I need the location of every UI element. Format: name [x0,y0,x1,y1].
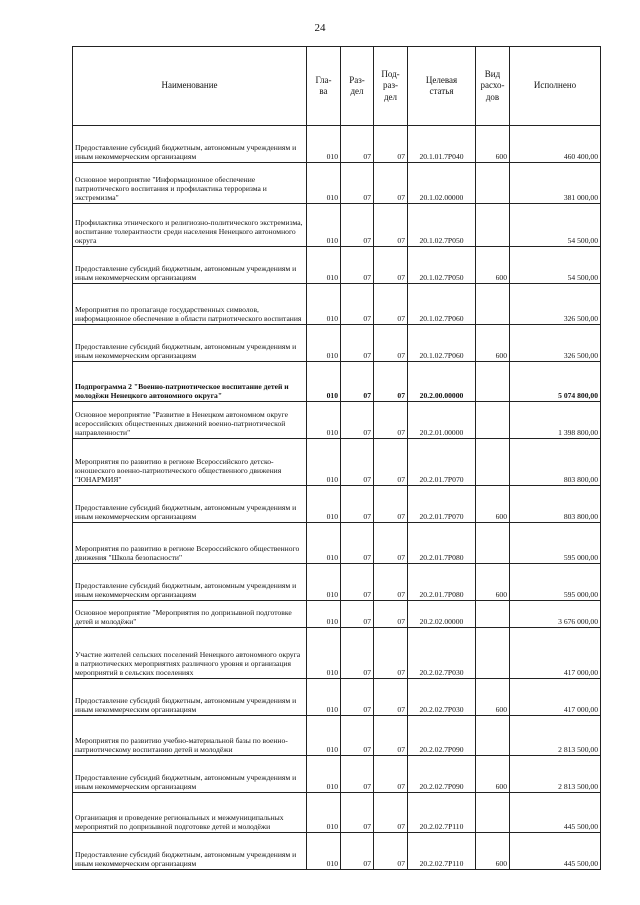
row-expense-type-cell: 600 [476,325,510,362]
row-name-cell: Подпрограмма 2 "Военно-патриотическое воспитание детей и молодёжи Ненецкого автономного округа" [73,362,307,402]
row-target-cell: 20.2.01.7Р080 [408,523,476,564]
row-chapter-cell: 010 [307,439,341,486]
row-subsection-cell: 07 [374,833,408,870]
row-name-cell: Предоставление субсидий бюджетным, автономным учреждениям и иным некоммерческим организациям [73,486,307,523]
row-expense-type-cell [476,601,510,628]
header-chapter-line: ва [319,86,328,96]
row-section-cell: 07 [341,486,374,523]
row-section-cell: 07 [341,793,374,833]
row-chapter-cell: 010 [307,247,341,284]
row-amount-cell: 326 500,00 [510,284,601,325]
row-expense-type-cell: 600 [476,486,510,523]
row-name-cell: Предоставление субсидий бюджетным, автономным учреждениям и иным некоммерческим организациям [73,126,307,163]
row-amount-cell: 803 800,00 [510,439,601,486]
row-subsection-cell: 07 [374,126,408,163]
row-section-cell: 07 [341,564,374,601]
row-amount-cell: 417 000,00 [510,628,601,679]
table-row [73,247,601,284]
row-subsection-cell: 07 [374,793,408,833]
table-row [73,679,601,716]
row-name-cell: Мероприятия по пропаганде государственных символов, информационное обеспечение в области патриотического воспитания [73,284,307,325]
row-name-cell: Предоставление субсидий бюджетным, автономным учреждениям и иным некоммерческим организациям [73,564,307,601]
row-target-cell: 20.1.02.7Р050 [408,204,476,247]
row-amount-cell: 3 676 000,00 [510,601,601,628]
row-target-cell: 20.2.01.00000 [408,402,476,439]
header-expense-type [476,47,510,126]
header-expense-type-line: расхо- [480,80,505,91]
row-subsection-cell: 07 [374,362,408,402]
row-amount-cell: 595 000,00 [510,523,601,564]
table-row [73,486,601,523]
row-subsection-cell: 07 [374,564,408,601]
table-row [73,833,601,870]
page-number: 24 [314,22,326,34]
row-expense-type-cell [476,523,510,564]
row-chapter-cell: 010 [307,325,341,362]
row-chapter-cell: 010 [307,833,341,870]
table-row [73,523,601,564]
row-chapter-cell: 010 [307,204,341,247]
header-subsection-line: Под- [381,69,400,80]
row-subsection-cell: 07 [374,439,408,486]
header-section-line: Раз- [349,74,365,85]
header-section [341,47,374,126]
row-name-cell: Основное мероприятие "Мероприятия по допризывной подготовке детей и молодёжи" [73,601,307,628]
header-target-line: Целевая [425,74,458,85]
row-target-cell: 20.1.02.00000 [408,163,476,204]
row-name-cell: Предоставление субсидий бюджетным, автономным учреждениям и иным некоммерческим организациям [73,756,307,793]
row-amount-cell: 460 400,00 [510,126,601,163]
row-chapter-cell: 010 [307,284,341,325]
header-expense-type-line: Вид [484,69,501,80]
row-section-cell: 07 [341,523,374,564]
row-section-cell: 07 [341,247,374,284]
table-row [73,793,601,833]
row-section-cell: 07 [341,628,374,679]
row-name-cell: Профилактика этнического и религиозно-политического экстремизма, воспитание толерантности среди населения Ненецкого автономного округа [73,204,307,247]
row-expense-type-cell: 600 [476,756,510,793]
row-chapter-cell: 010 [307,486,341,523]
row-name-cell: Предоставление субсидий бюджетным, автономным учреждениям и иным некоммерческим организациям [73,247,307,284]
row-amount-cell: 417 000,00 [510,679,601,716]
row-chapter-cell: 010 [307,716,341,756]
row-section-cell: 07 [341,716,374,756]
row-expense-type-cell [476,793,510,833]
row-section-cell: 07 [341,601,374,628]
table-header-row [73,47,601,126]
row-target-cell: 20.2.02.7Р090 [408,716,476,756]
row-name-cell: Предоставление субсидий бюджетным, автономным учреждениям и иным некоммерческим организациям [73,325,307,362]
row-amount-cell: 2 813 500,00 [510,756,601,793]
row-target-cell: 20.2.02.7Р090 [408,756,476,793]
table-row [73,204,601,247]
row-section-cell: 07 [341,679,374,716]
header-subsection-line: дел [383,91,398,102]
row-chapter-cell: 010 [307,628,341,679]
row-expense-type-cell [476,284,510,325]
row-amount-cell: 803 800,00 [510,486,601,523]
row-expense-type-cell: 600 [476,833,510,870]
header-subsection-line: раз- [382,80,399,91]
row-subsection-cell: 07 [374,325,408,362]
row-subsection-cell: 07 [374,716,408,756]
row-chapter-cell: 010 [307,126,341,163]
header-target-line: статья [429,86,454,96]
row-subsection-cell: 07 [374,601,408,628]
row-target-cell: 20.1.02.7Р060 [408,284,476,325]
row-expense-type-cell: 600 [476,126,510,163]
row-section-cell: 07 [341,362,374,402]
row-amount-cell: 2 813 500,00 [510,716,601,756]
row-chapter-cell: 010 [307,362,341,402]
row-chapter-cell: 010 [307,601,341,628]
header-section-line: дел [350,86,364,96]
row-target-cell: 20.2.01.7Р070 [408,439,476,486]
row-amount-cell: 381 000,00 [510,163,601,204]
row-chapter-cell: 010 [307,402,341,439]
table-row [73,716,601,756]
row-name-cell: Мероприятия по развитию в регионе Всероссийского детско-юношеского военно-патриотического общественного движения "ЮНАРМИЯ" [73,439,307,486]
row-name-cell: Предоставление субсидий бюджетным, автономным учреждениям и иным некоммерческим организациям [73,679,307,716]
row-expense-type-cell [476,439,510,486]
row-section-cell: 07 [341,402,374,439]
row-subsection-cell: 07 [374,247,408,284]
row-expense-type-cell: 600 [476,247,510,284]
row-expense-type-cell: 600 [476,564,510,601]
header-expense-type-line: дов [485,91,500,102]
row-target-cell: 20.2.01.7Р080 [408,564,476,601]
row-target-cell: 20.2.02.7Р030 [408,628,476,679]
row-expense-type-cell [476,716,510,756]
row-amount-cell: 326 500,00 [510,325,601,362]
row-subsection-cell: 07 [374,163,408,204]
table-body [73,126,601,870]
table-row [73,284,601,325]
row-section-cell: 07 [341,126,374,163]
row-chapter-cell: 010 [307,756,341,793]
row-amount-cell: 54 500,00 [510,247,601,284]
table-row [73,362,601,402]
header-chapter [307,47,341,126]
row-section-cell: 07 [341,163,374,204]
row-section-cell: 07 [341,439,374,486]
row-subsection-cell: 07 [374,628,408,679]
header-chapter-line: Гла- [315,74,332,85]
row-amount-cell: 1 398 800,00 [510,402,601,439]
table-row [73,628,601,679]
row-section-cell: 07 [341,284,374,325]
header-target [408,47,476,126]
table-row [73,439,601,486]
row-target-cell: 20.1.02.7Р060 [408,325,476,362]
row-amount-cell: 445 500,00 [510,793,601,833]
row-chapter-cell: 010 [307,679,341,716]
row-expense-type-cell [476,163,510,204]
row-chapter-cell: 010 [307,793,341,833]
row-target-cell: 20.1.01.7Р040 [408,126,476,163]
row-chapter-cell: 010 [307,163,341,204]
row-name-cell: Участие жителей сельских поселений Ненецкого автономного округа в патриотических мероприятиях различного уровня и организация мероприятий в сельских поселениях [73,628,307,679]
row-amount-cell: 595 000,00 [510,564,601,601]
row-subsection-cell: 07 [374,284,408,325]
header-name: Наименование [73,47,307,126]
row-section-cell: 07 [341,325,374,362]
row-target-cell: 20.2.00.00000 [408,362,476,402]
table-row [73,126,601,163]
header-amount: Исполнено [510,47,601,126]
row-amount-cell: 445 500,00 [510,833,601,870]
row-subsection-cell: 07 [374,486,408,523]
row-chapter-cell: 010 [307,523,341,564]
row-chapter-cell: 010 [307,564,341,601]
row-expense-type-cell: 600 [476,679,510,716]
header-subsection [374,47,408,126]
table-row [73,163,601,204]
row-target-cell: 20.1.02.7Р050 [408,247,476,284]
budget-execution-table [72,46,601,870]
table-row [73,325,601,362]
row-target-cell: 20.2.02.7Р030 [408,679,476,716]
row-subsection-cell: 07 [374,679,408,716]
row-name-cell: Основное мероприятие "Развитие в Ненецком автономном округе всероссийских общественных движений военно-патриотической направленности" [73,402,307,439]
table-row [73,402,601,439]
row-section-cell: 07 [341,204,374,247]
row-target-cell: 20.2.02.7Р110 [408,793,476,833]
row-amount-cell: 5 074 800,00 [510,362,601,402]
row-expense-type-cell [476,628,510,679]
table-row [73,564,601,601]
row-target-cell: 20.2.01.7Р070 [408,486,476,523]
row-expense-type-cell [476,402,510,439]
table-row [73,756,601,793]
row-subsection-cell: 07 [374,402,408,439]
row-section-cell: 07 [341,833,374,870]
row-subsection-cell: 07 [374,523,408,564]
row-target-cell: 20.2.02.00000 [408,601,476,628]
row-section-cell: 07 [341,756,374,793]
row-name-cell: Основное мероприятие "Информационное обеспечение патриотического воспитания и профилактика терроризма и экстремизма" [73,163,307,204]
row-expense-type-cell [476,362,510,402]
row-target-cell: 20.2.02.7Р110 [408,833,476,870]
row-name-cell: Мероприятия по развитию учебно-материальной базы по военно-патриотическому воспитанию детей и молодёжи [73,716,307,756]
row-amount-cell: 54 500,00 [510,204,601,247]
row-subsection-cell: 07 [374,756,408,793]
row-subsection-cell: 07 [374,204,408,247]
row-expense-type-cell [476,204,510,247]
row-name-cell: Мероприятия по развитию в регионе Всероссийского общественного движения "Школа безопасности" [73,523,307,564]
table-row [73,601,601,628]
row-name-cell: Организация и проведение региональных и межмуниципальных мероприятий по допризывной подготовке детей и молодёжи [73,793,307,833]
row-name-cell: Предоставление субсидий бюджетным, автономным учреждениям и иным некоммерческим организациям [73,833,307,870]
